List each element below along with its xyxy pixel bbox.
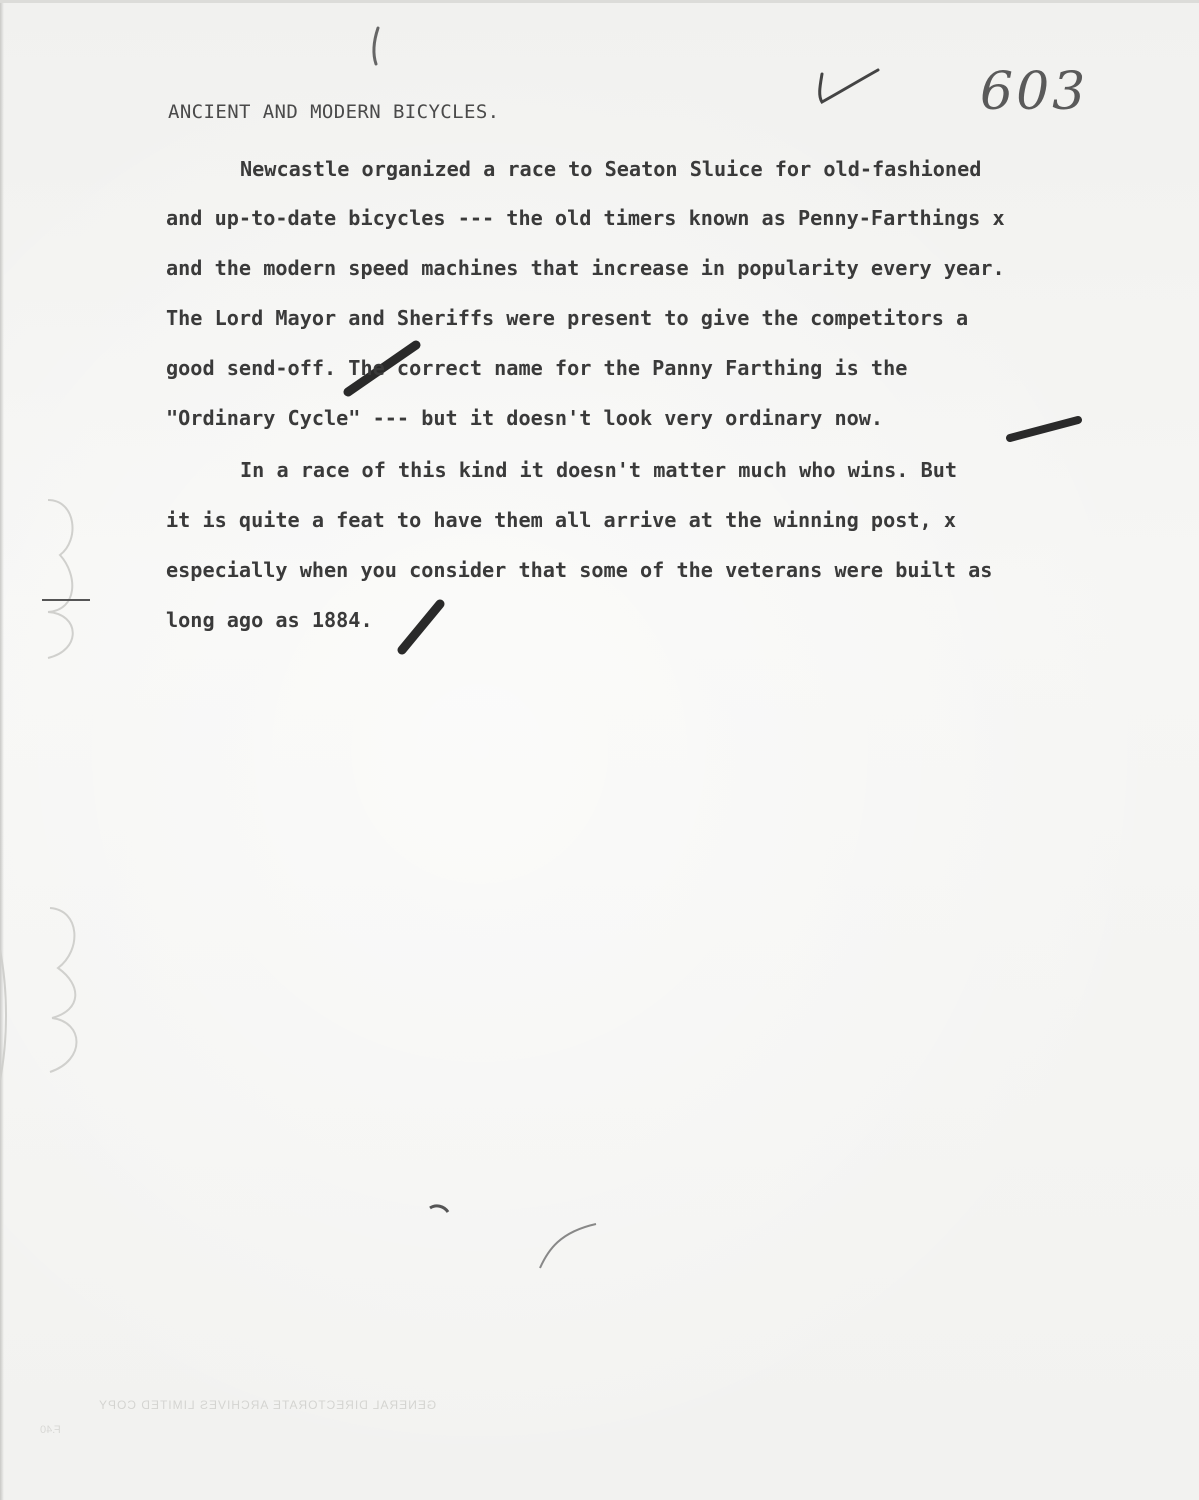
text-line: long ago as 1884.: [166, 608, 373, 632]
corner-code: F.40: [40, 1424, 61, 1436]
text-line: Newcastle organized a race to Seaton Sluice for old-fashioned: [240, 157, 982, 181]
edit-slash-mark: [1010, 420, 1078, 438]
check-mark-icon: [820, 70, 878, 102]
page-number: 603: [980, 62, 1089, 122]
text-line: The Lord Mayor and Sheriffs were present to give the competitors a: [166, 306, 969, 330]
stray-ink-mark: [430, 1206, 448, 1212]
edit-slash-mark: [402, 604, 440, 650]
text-line: and the modern speed machines that increase in popularity every year.: [166, 256, 1005, 280]
text-line: good send-off. The correct name for the Panny Farthing is the: [166, 356, 908, 380]
text-line: In a race of this kind it doesn't matter much who wins. But: [240, 458, 958, 482]
text-line: it is quite a feat to have them all arrive at the winning post, x: [166, 508, 957, 532]
faded-footer-text: GENERAL DIRECTORATE ARCHIVES LIMITED COPY: [98, 1398, 437, 1412]
punch-holes: [0, 500, 77, 1080]
text-line: "Ordinary Cycle" --- but it doesn't look very ordinary now.: [166, 406, 884, 430]
pencil-stroke-mark: [374, 28, 378, 64]
stray-ink-mark: [540, 1224, 596, 1268]
document-title: ANCIENT AND MODERN BICYCLES.: [168, 101, 500, 123]
text-line: especially when you consider that some of the veterans were built as: [166, 558, 993, 582]
text-line: and up-to-date bicycles --- the old timers known as Penny-Farthings x: [166, 206, 1005, 230]
